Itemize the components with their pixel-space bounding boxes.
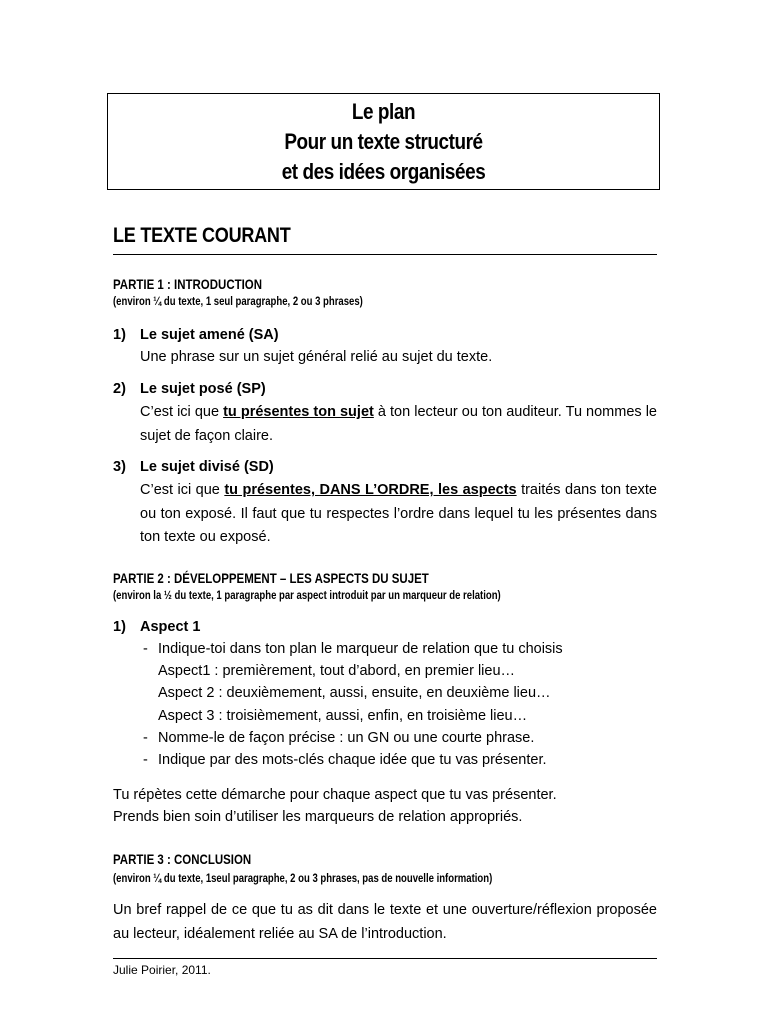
bullet-dash: - xyxy=(143,752,148,768)
section-heading-text: LE TEXTE COURANT xyxy=(113,224,291,247)
title-line-3: et des idées organisées xyxy=(281,159,486,184)
part2-subheading: (environ la ½ du texte, 1 paragraphe par aspect introduit par un marqueur de relation) xyxy=(113,590,501,602)
part1-item3-text-before: C’est ici que xyxy=(140,482,225,498)
part1-item3-title: Le sujet divisé (SD) xyxy=(140,459,274,475)
part2-closing1: Tu répètes cette démarche pour chaque aspect que tu vas présenter. xyxy=(113,787,557,803)
part1-item2-text-before: C’est ici que xyxy=(140,404,224,420)
part1-item3-text xyxy=(140,479,657,550)
part3-text: Un bref rappel de ce que tu as dit dans le texte et une ouverture/réflexion proposée au lecteur, idéalement reliée au SA de l’introduction. xyxy=(113,902,657,942)
part1-item2-title: Le sujet posé (SP) xyxy=(140,381,266,397)
part2-heading: PARTIE 2 : DÉVELOPPEMENT – LES ASPECTS DU SUJET xyxy=(113,570,429,586)
bullet-dash: - xyxy=(143,641,148,657)
part1-item1-text: Une phrase sur un sujet général relié au sujet du texte. xyxy=(140,349,493,365)
part1-item2-num: 2) xyxy=(113,381,126,397)
part1-item3-num: 3) xyxy=(113,459,126,475)
part3-heading: PARTIE 3 : CONCLUSION xyxy=(113,851,252,867)
bullet-dash: - xyxy=(143,730,148,746)
part2-item-title: Aspect 1 xyxy=(140,619,201,635)
section-heading xyxy=(113,224,657,255)
part1-item1-title: Le sujet amené (SA) xyxy=(140,327,279,343)
title-line-2: Pour un texte structuré xyxy=(284,129,483,154)
part2-closing2: Prends bien soin d’utiliser les marqueurs de relation appropriés. xyxy=(113,809,523,825)
part1-subheading: (environ ¼ du texte, 1 seul paragraphe, 2 ou 3 phrases) xyxy=(113,296,363,308)
footer-divider xyxy=(113,958,657,959)
part1-item1-num: 1) xyxy=(113,327,126,343)
part2-sub2: Aspect 2 : deuxièmement, aussi, ensuite, en deuxième lieu… xyxy=(158,685,551,701)
part2-bullet2: Nomme-le de façon précise : un GN ou une courte phrase. xyxy=(158,730,535,746)
part1-item3-emphasis: tu présentes, DANS L’ORDRE, les aspects xyxy=(224,482,517,498)
footer-author: Julie Poirier, 2011. xyxy=(113,963,211,977)
part2-bullet3: Indique par des mots-clés chaque idée que tu vas présenter. xyxy=(158,752,547,768)
part2-bullet1: Indique-toi dans ton plan le marqueur de relation que tu choisis xyxy=(158,641,563,657)
part1-item2-emphasis: tu présentes ton sujet xyxy=(223,404,374,420)
part3-subheading: (environ ¼ du texte, 1seul paragraphe, 2 ou 3 phrases, pas de nouvelle information) xyxy=(113,873,493,885)
part1-item3-text-after: traités dans ton texte ou ton exposé. Il faut que tu respectes l’ordre dans lequel tu les présentes dans ton texte ou exposé. xyxy=(140,482,657,545)
title-box xyxy=(107,93,660,190)
part1-item2-text-after: à ton lecteur ou ton auditeur. Tu nommes le sujet de façon claire. xyxy=(140,404,657,444)
part2-item-num: 1) xyxy=(113,619,126,635)
part1-heading: PARTIE 1 : INTRODUCTION xyxy=(113,276,263,292)
title-line-1: Le plan xyxy=(351,99,416,124)
part2-sub1: Aspect1 : premièrement, tout d’abord, en premier lieu… xyxy=(158,663,516,679)
part1-item2-text xyxy=(140,401,657,448)
part2-sub3: Aspect 3 : troisièmement, aussi, enfin, en troisième lieu… xyxy=(158,708,528,724)
